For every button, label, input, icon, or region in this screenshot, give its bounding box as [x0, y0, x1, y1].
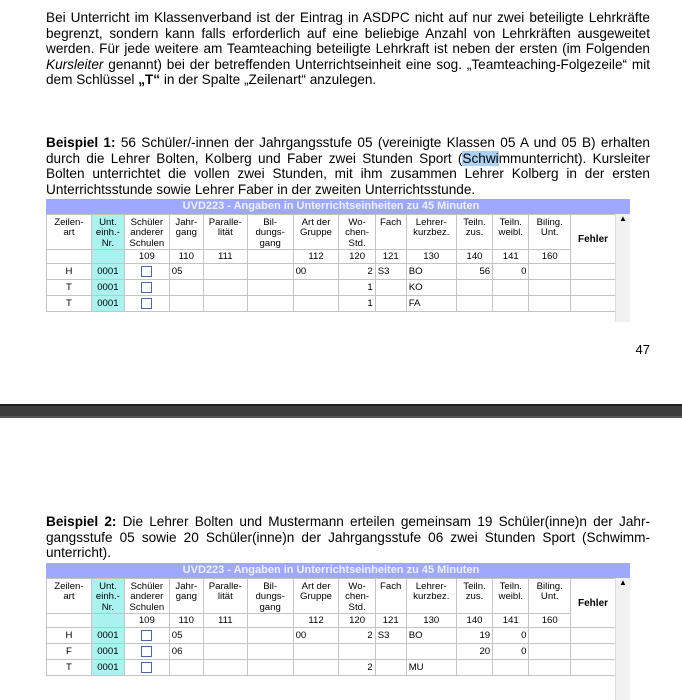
cell-zeilenart[interactable]: F [47, 644, 92, 660]
table-title: UVD223 - Angaben in Unterrichtseinheiten zu 45 Minuten [46, 199, 630, 214]
example-2-text: Die Lehrer Bolten und Mustermann erteilen gemeinsam 19 Schüler(inne)n der Jahrgangsstufe 05 sowie 20 Schüler(inne)n der Jahrgangsstufe 06 zwei Stunden Sport (Schwimmunterricht). [46, 514, 650, 561]
cell-jahrgang[interactable]: 05 [169, 628, 203, 644]
cell-lehrer[interactable] [406, 644, 456, 660]
code-bildung [247, 614, 293, 628]
cell-fehler [571, 644, 616, 660]
scrollbar[interactable] [615, 578, 630, 700]
cell-jahrgang[interactable] [169, 280, 203, 296]
uvd223-table-2 [46, 563, 630, 676]
cell-bildung[interactable] [247, 280, 293, 296]
col-teiln-zus: Teiln. zus. [456, 579, 492, 614]
cell-fach[interactable] [375, 644, 406, 660]
intro-paragraph [46, 10, 650, 88]
table-title: UVD223 - Angaben in Unterrichtseinheiten zu 45 Minuten [46, 563, 630, 578]
cell-art[interactable]: 00 [293, 264, 339, 280]
cell-lehrer[interactable]: FA [406, 296, 456, 312]
cell-lehrer[interactable]: BO [406, 264, 456, 280]
col-fach: Fach [375, 215, 406, 250]
cell-lehrer[interactable]: MU [406, 660, 456, 676]
cell-zeilenart[interactable]: T [47, 280, 92, 296]
cell-teiln-weibl[interactable]: 0 [493, 628, 529, 644]
code-row [47, 250, 616, 264]
code-row [47, 614, 616, 628]
code-teiln-zus: 140 [456, 614, 492, 628]
col-parallel: Paralle-lität [203, 579, 247, 614]
code-fach: 121 [375, 614, 406, 628]
col-bildung: Bil-dungs-gang [247, 579, 293, 614]
example-1-text-2: mmunterricht). Kursleiter Bolten unterrichtet die vollen zwei Stunden, mit ihm zusammen Lehrer Kolberg in der ersten Unterrichtsstunde sowie Lehrer Faber in der zweiten Unterrichtsstunde. [46, 150, 650, 197]
col-fehler: Fehler [571, 215, 616, 264]
cell-teiln-zus[interactable]: 19 [456, 628, 492, 644]
example-2-paragraph [46, 514, 650, 561]
code-teiln-weibl: 141 [493, 614, 529, 628]
table-row [47, 280, 616, 296]
intro-text-1: Bei Unterricht im Klassenverband ist der Eintrag in ASDPC nicht auf nur zwei beteiligte Lehrkräfte begrenzt, sondern kann falls erforderlich auf eine beliebige Anzahl von Lehrkräften ausgeweitet werden. Für jede weitere am Teamteaching beteiligte Lehrkraft ist neben der ersten (im Folgenden [46, 10, 650, 57]
cell-schueler[interactable] [124, 628, 169, 644]
code-parallel: 111 [203, 614, 247, 628]
schueler-anderer-schulen-checkbox[interactable] [141, 266, 152, 277]
cell-parallel[interactable] [203, 280, 247, 296]
cell-jahrgang[interactable] [169, 296, 203, 312]
code-schueler: 109 [124, 614, 169, 628]
cell-wochen[interactable]: 2 [339, 660, 375, 676]
col-zeilenart: Zeilen-art [47, 215, 92, 250]
code-art: 112 [293, 250, 339, 264]
col-biling: Biling. Unt. [529, 215, 571, 250]
example-1-paragraph [46, 135, 650, 197]
table-grid [46, 578, 616, 676]
scroll-up-icon[interactable]: ▲ [619, 578, 627, 587]
code-fach: 121 [375, 250, 406, 264]
cell-bildung[interactable] [247, 628, 293, 644]
cell-fehler [571, 264, 616, 280]
example-1-text-1: 56 Schüler/-innen der Jahrgangsstufe 05 (vereinigte Klassen 05 A und 05 B) erhalten durch die Lehrer Bolten, Kolberg und Faber zwei Stunden Sport ( [46, 135, 650, 166]
col-fach: Fach [375, 579, 406, 614]
col-lehrer: Lehrer-kurzbez. [406, 579, 456, 614]
cell-schueler[interactable] [124, 644, 169, 660]
code-wochen: 120 [339, 614, 375, 628]
header-row [47, 579, 616, 614]
cell-parallel[interactable] [203, 644, 247, 660]
selection-highlight: Schwi [462, 150, 499, 166]
col-wochen: Wo-chen-Std. [339, 215, 375, 250]
col-jahrgang: Jahr-gang [169, 579, 203, 614]
cell-fehler [571, 296, 616, 312]
uvd223-table-1 [46, 199, 630, 312]
col-teiln-weibl: Teiln. weibl. [493, 579, 529, 614]
col-jahrgang: Jahr-gang [169, 215, 203, 250]
cell-wochen[interactable]: 2 [339, 628, 375, 644]
table-row [47, 264, 616, 280]
col-schueler: Schüler anderer Schulen [124, 579, 169, 614]
example-2-label: Beispiel 2: [46, 514, 117, 529]
code-zeilenart [47, 614, 92, 628]
schueler-anderer-schulen-checkbox[interactable] [141, 298, 152, 309]
col-lehrer: Lehrer-kurzbez. [406, 215, 456, 250]
cell-art[interactable] [293, 660, 339, 676]
cell-fehler [571, 660, 616, 676]
cell-biling[interactable] [529, 280, 571, 296]
cell-teiln-weibl[interactable]: 0 [493, 644, 529, 660]
page-number: 47 [635, 342, 650, 357]
col-fehler: Fehler [571, 579, 616, 628]
code-bildung [247, 250, 293, 264]
intro-text-2: genannt) bei der betreffenden Unterrichtseinheit eine sog. „Teamteaching-Folgezeile“ mit dem Schlüssel [46, 56, 650, 88]
table-row [47, 628, 616, 644]
cell-biling[interactable] [529, 296, 571, 312]
cell-wochen[interactable]: 2 [339, 264, 375, 280]
table-row [47, 644, 616, 660]
cell-parallel[interactable] [203, 628, 247, 644]
code-schueler: 109 [124, 250, 169, 264]
cell-zeilenart[interactable]: H [47, 264, 92, 280]
key-t: „T“ [138, 72, 161, 88]
cell-zeilenart[interactable]: T [47, 296, 92, 312]
cell-parallel[interactable] [203, 660, 247, 676]
cell-schueler[interactable] [124, 280, 169, 296]
cell-teiln-zus[interactable]: 20 [456, 644, 492, 660]
cell-wochen[interactable] [339, 644, 375, 660]
cell-zeilenart[interactable]: H [47, 628, 92, 644]
page-48 [0, 418, 682, 700]
cell-schueler[interactable] [124, 660, 169, 676]
code-lehrer: 130 [406, 250, 456, 264]
cell-art[interactable] [293, 296, 339, 312]
scroll-up-icon[interactable]: ▲ [619, 214, 627, 223]
code-jahrgang: 110 [169, 614, 203, 628]
cell-wochen[interactable]: 1 [339, 296, 375, 312]
code-jahrgang: 110 [169, 250, 203, 264]
cell-art[interactable] [293, 644, 339, 660]
code-art: 112 [293, 614, 339, 628]
kursleiter-term: Kursleiter [46, 56, 104, 72]
cell-biling[interactable] [529, 660, 571, 676]
cell-biling[interactable] [529, 628, 571, 644]
cell-fach[interactable]: S3 [375, 628, 406, 644]
code-unt [91, 614, 124, 628]
cell-teiln-weibl[interactable] [493, 280, 529, 296]
code-teiln-zus: 140 [456, 250, 492, 264]
cell-teiln-zus[interactable]: 56 [456, 264, 492, 280]
code-lehrer: 130 [406, 614, 456, 628]
cell-bildung[interactable] [247, 264, 293, 280]
code-biling: 160 [529, 614, 571, 628]
code-parallel: 111 [203, 250, 247, 264]
cell-zeilenart[interactable]: T [47, 660, 92, 676]
intro-text-3: in der Spalte „Zeilenart“ anzulegen. [160, 72, 377, 88]
col-teiln-weibl: Teiln. weibl. [493, 215, 529, 250]
col-art: Art der Gruppe [293, 215, 339, 250]
cell-fach[interactable] [375, 296, 406, 312]
table-row [47, 296, 616, 312]
col-biling: Biling. Unt. [529, 579, 571, 614]
code-teiln-weibl: 141 [493, 250, 529, 264]
cell-jahrgang[interactable] [169, 660, 203, 676]
cell-teiln-zus[interactable] [456, 296, 492, 312]
col-art: Art der Gruppe [293, 579, 339, 614]
cell-lehrer[interactable]: BO [406, 628, 456, 644]
cell-fehler [571, 280, 616, 296]
schueler-anderer-schulen-checkbox[interactable] [141, 662, 152, 673]
code-zeilenart [47, 250, 92, 264]
cell-bildung[interactable] [247, 660, 293, 676]
table-row [47, 660, 616, 676]
col-unt: Unt. einh.- Nr. [91, 579, 124, 614]
cell-bildung[interactable] [247, 296, 293, 312]
cell-lehrer[interactable]: KO [406, 280, 456, 296]
col-unt: Unt. einh.- Nr. [91, 215, 124, 250]
col-zeilenart: Zeilen-art [47, 579, 92, 614]
schueler-anderer-schulen-checkbox[interactable] [141, 282, 152, 293]
cell-teiln-zus[interactable] [456, 660, 492, 676]
col-bildung: Bil-dungs-gang [247, 215, 293, 250]
header-row [47, 215, 616, 250]
cell-fach[interactable] [375, 280, 406, 296]
cell-biling[interactable] [529, 644, 571, 660]
cell-jahrgang[interactable]: 05 [169, 264, 203, 280]
cell-parallel[interactable] [203, 296, 247, 312]
cell-teiln-weibl[interactable]: 0 [493, 264, 529, 280]
cell-art[interactable] [293, 280, 339, 296]
col-teiln-zus: Teiln. zus. [456, 215, 492, 250]
code-unt [91, 250, 124, 264]
cell-bildung[interactable] [247, 644, 293, 660]
col-wochen: Wo-chen-Std. [339, 579, 375, 614]
cell-unt[interactable]: 0001 [91, 628, 124, 644]
cell-art[interactable]: 00 [293, 628, 339, 644]
cell-teiln-weibl[interactable] [493, 296, 529, 312]
schueler-anderer-schulen-checkbox[interactable] [141, 646, 152, 657]
code-biling: 160 [529, 250, 571, 264]
cell-schueler[interactable] [124, 264, 169, 280]
scrollbar[interactable] [615, 214, 630, 322]
cell-biling[interactable] [529, 264, 571, 280]
cell-wochen[interactable]: 1 [339, 280, 375, 296]
cell-jahrgang[interactable]: 06 [169, 644, 203, 660]
cell-schueler[interactable] [124, 296, 169, 312]
code-wochen: 120 [339, 250, 375, 264]
cell-unt[interactable]: 0001 [91, 280, 124, 296]
cell-fach[interactable] [375, 660, 406, 676]
cell-unt[interactable]: 0001 [91, 660, 124, 676]
cell-unt[interactable]: 0001 [91, 264, 124, 280]
col-schueler: Schüler anderer Schulen [124, 215, 169, 250]
cell-teiln-weibl[interactable] [493, 660, 529, 676]
page-separator [0, 404, 682, 418]
table-grid [46, 214, 616, 312]
cell-fehler [571, 628, 616, 644]
cell-teiln-zus[interactable] [456, 280, 492, 296]
example-1-label: Beispiel 1: [46, 135, 116, 150]
cell-parallel[interactable] [203, 264, 247, 280]
schueler-anderer-schulen-checkbox[interactable] [141, 630, 152, 641]
cell-fach[interactable]: S3 [375, 264, 406, 280]
col-parallel: Paralle-lität [203, 215, 247, 250]
cell-unt[interactable]: 0001 [91, 644, 124, 660]
cell-unt[interactable]: 0001 [91, 296, 124, 312]
